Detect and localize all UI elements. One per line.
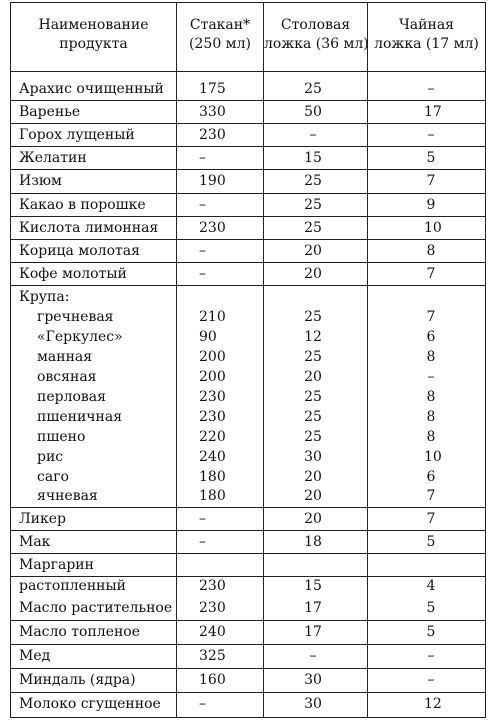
- row-name: саго: [37, 469, 69, 485]
- row-tablespoon: 20: [304, 266, 322, 282]
- row-glass: 230: [199, 409, 226, 425]
- row-glass: 180: [199, 469, 226, 485]
- row-tablespoon: –: [309, 127, 317, 143]
- row-teaspoon: 10: [424, 449, 442, 465]
- row-glass: –: [199, 197, 206, 213]
- row-tablespoon: 17: [304, 624, 322, 640]
- row-name: Варенье: [19, 104, 81, 120]
- row-tablespoon: 25: [304, 309, 322, 325]
- row-name: Миндаль (ядра): [19, 672, 136, 688]
- row-name: Желатин: [19, 150, 87, 166]
- row-name: Кофе молотый: [19, 266, 127, 282]
- header-glass-line1: Стакан*: [189, 17, 251, 33]
- row-tablespoon: 20: [304, 243, 322, 259]
- row-teaspoon: 12: [424, 696, 442, 712]
- header-tablespoon-line2: ложка (36 мл): [264, 36, 369, 52]
- row-tablespoon: 30: [304, 672, 322, 688]
- row-name: Мед: [19, 648, 51, 664]
- row-name: Кислота лимонная: [19, 220, 159, 236]
- row-name: растопленный: [19, 578, 126, 594]
- row-name: гречневая: [37, 309, 114, 325]
- row-name: Горох лущеный: [19, 127, 135, 143]
- row-glass: 240: [199, 449, 226, 465]
- row-name: Масло растительное: [19, 600, 173, 616]
- row-teaspoon: 7: [426, 488, 436, 504]
- row-tablespoon: 25: [304, 173, 322, 189]
- row-teaspoon: 17: [424, 104, 442, 120]
- row-glass: 240: [199, 624, 226, 640]
- row-name: пшено: [37, 429, 86, 445]
- row-name: ячневая: [37, 488, 98, 504]
- row-glass: 220: [199, 429, 226, 445]
- row-glass: 160: [199, 672, 226, 688]
- row-teaspoon: 7: [426, 173, 436, 189]
- row-tablespoon: 15: [304, 578, 322, 594]
- row-tablespoon: 20: [304, 469, 322, 485]
- row-tablespoon: 25: [304, 220, 322, 236]
- row-name: манная: [37, 349, 93, 365]
- row-name: рис: [37, 449, 64, 465]
- row-teaspoon: 7: [426, 266, 436, 282]
- header-teaspoon: [368, 16, 485, 54]
- header-product: [11, 16, 176, 54]
- row-tablespoon: 12: [304, 329, 322, 345]
- header-product-line1: Наименование: [38, 17, 149, 33]
- header-glass-line2: (250 мл): [189, 36, 251, 52]
- header-teaspoon-line1: Чайная: [398, 17, 454, 33]
- row-teaspoon: 8: [426, 349, 436, 365]
- row-teaspoon: 8: [426, 389, 436, 405]
- row-name: овсяная: [37, 369, 97, 385]
- header-tablespoon-line1: Столовая: [280, 17, 351, 33]
- row-teaspoon: 5: [426, 150, 436, 166]
- row-teaspoon: 6: [426, 469, 436, 485]
- header-product-line2: продукта: [59, 36, 128, 52]
- row-glass: 230: [199, 127, 226, 143]
- row-teaspoon: 9: [426, 197, 436, 213]
- row-tablespoon: 20: [304, 511, 322, 527]
- header-teaspoon-line2: ложка (17 мл): [374, 36, 479, 52]
- row-teaspoon: 5: [426, 624, 436, 640]
- row-teaspoon: 8: [426, 243, 436, 259]
- row-teaspoon: –: [427, 127, 435, 143]
- row-glass: 325: [199, 648, 226, 664]
- row-name: Маргарин: [19, 557, 94, 573]
- row-teaspoon: –: [427, 672, 435, 688]
- row-glass: 230: [199, 389, 226, 405]
- row-tablespoon: 15: [304, 150, 322, 166]
- header-glass: [177, 16, 263, 54]
- row-name: перловая: [37, 389, 106, 405]
- row-glass: 200: [199, 349, 226, 365]
- row-name: Арахис очищенный: [19, 81, 164, 97]
- row-glass: 190: [199, 173, 226, 189]
- row-tablespoon: 17: [304, 600, 322, 616]
- header-tablespoon: [264, 16, 367, 54]
- row-teaspoon: 8: [426, 429, 436, 445]
- row-tablespoon: 25: [304, 197, 322, 213]
- row-teaspoon: –: [427, 81, 435, 97]
- row-glass: 210: [199, 309, 226, 325]
- row-teaspoon: 5: [426, 534, 436, 550]
- row-glass: 230: [199, 600, 226, 616]
- row-name: Крупа:: [19, 289, 70, 305]
- row-glass: 230: [199, 220, 226, 236]
- row-tablespoon: 18: [304, 534, 322, 550]
- row-tablespoon: 20: [304, 488, 322, 504]
- row-name: Мак: [19, 534, 51, 550]
- row-glass: 330: [199, 104, 226, 120]
- row-teaspoon: 6: [426, 329, 436, 345]
- row-tablespoon: 20: [304, 369, 322, 385]
- row-teaspoon: 8: [426, 409, 436, 425]
- row-tablespoon: 25: [304, 349, 322, 365]
- row-teaspoon: 4: [426, 578, 436, 594]
- row-name: «Геркулес»: [37, 329, 123, 345]
- row-glass: 200: [199, 369, 226, 385]
- row-tablespoon: –: [309, 648, 317, 664]
- row-tablespoon: 30: [304, 696, 322, 712]
- row-tablespoon: 50: [304, 104, 322, 120]
- row-name: пшеничная: [37, 409, 123, 425]
- row-glass: 90: [199, 329, 217, 345]
- row-teaspoon: 5: [426, 600, 436, 616]
- row-name: Корица молотая: [19, 243, 140, 259]
- row-name: Молоко сгущенное: [19, 696, 161, 712]
- row-tablespoon: 25: [304, 389, 322, 405]
- row-glass: –: [199, 243, 206, 259]
- row-tablespoon: 25: [304, 81, 322, 97]
- row-glass: 180: [199, 488, 226, 504]
- row-name: Какао в порошке: [19, 197, 146, 213]
- row-tablespoon: 25: [304, 409, 322, 425]
- row-name: Ликер: [19, 511, 67, 527]
- row-glass: –: [199, 266, 206, 282]
- row-glass: –: [199, 696, 206, 712]
- row-glass: –: [199, 511, 206, 527]
- row-name: Изюм: [19, 173, 62, 189]
- row-teaspoon: 7: [426, 511, 436, 527]
- row-name: Масло топленое: [19, 624, 141, 640]
- row-teaspoon: 7: [426, 309, 436, 325]
- row-teaspoon: –: [427, 369, 435, 385]
- row-glass: –: [199, 150, 206, 166]
- row-glass: 230: [199, 578, 226, 594]
- row-glass: –: [199, 534, 206, 550]
- row-tablespoon: 25: [304, 429, 322, 445]
- row-tablespoon: 30: [304, 449, 322, 465]
- row-glass: 175: [199, 81, 226, 97]
- row-teaspoon: –: [427, 648, 435, 664]
- row-teaspoon: 10: [424, 220, 442, 236]
